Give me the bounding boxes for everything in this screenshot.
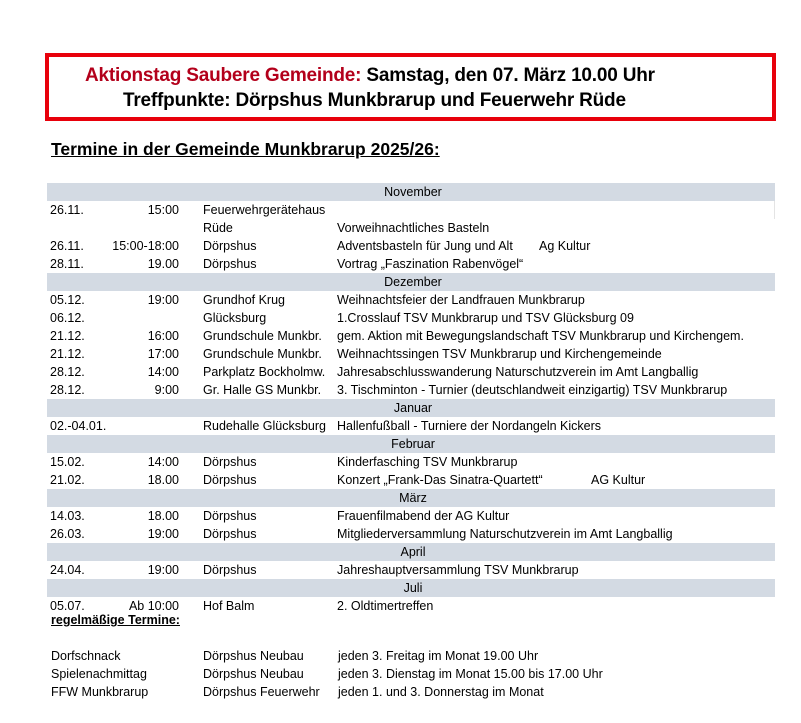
month-header: [47, 183, 775, 201]
banner-line-1: [85, 65, 655, 87]
event-time: 19:00: [147, 527, 179, 541]
table-row: [47, 471, 775, 489]
schedule-table: [47, 183, 775, 615]
table-row: [47, 453, 775, 471]
regular-event-row: [51, 683, 771, 701]
regular-event-place: Dörpshus Neubau: [203, 649, 304, 663]
event-description: gem. Aktion mit Bewegungslandschaft TSV Munkbrarup und Kirchengem.: [337, 329, 744, 343]
table-row: [47, 525, 775, 543]
event-time: 9:00: [154, 383, 179, 397]
regular-event-schedule: jeden 3. Dienstag im Monat 15.00 bis 17.00 Uhr: [338, 667, 603, 681]
event-time: 15:00: [147, 203, 179, 217]
event-time: 19:00: [147, 563, 179, 577]
event-description: Adventsbasteln für Jung und Alt: [337, 239, 513, 253]
table-row: [47, 327, 775, 345]
event-place: Rüde: [203, 221, 233, 235]
page-title: Termine in der Gemeinde Munkbrarup 2025/26:: [51, 139, 440, 159]
event-place: Dörpshus: [203, 455, 257, 469]
table-row: [47, 363, 775, 381]
event-place: Dörpshus: [203, 257, 257, 271]
event-place: Grundschule Munkbr.: [203, 347, 322, 361]
regular-event-place: Dörpshus Feuerwehr: [203, 685, 320, 699]
event-date: 21.12.: [50, 329, 85, 343]
table-row: [47, 561, 775, 579]
announcement-banner: [45, 53, 776, 121]
event-date: 15.02.: [50, 455, 85, 469]
regular-event-row: [51, 647, 771, 665]
event-place: Dörpshus: [203, 239, 257, 253]
event-date: 05.07.: [50, 599, 85, 613]
table-row: [47, 345, 775, 363]
event-place: Glücksburg: [203, 311, 267, 325]
table-row: [47, 417, 775, 435]
event-time: 18.00: [147, 473, 179, 487]
event-organizer: AG Kultur: [591, 473, 646, 487]
event-date: 02.-04.01.: [50, 419, 107, 433]
event-description: Weihnachtssingen TSV Munkbrarup und Kirchengemeinde: [337, 347, 662, 361]
month-header: [47, 489, 775, 507]
regular-event-name: Spielenachmittag: [51, 667, 147, 681]
event-description: Vortrag „Faszination Rabenvögel“: [337, 257, 524, 271]
event-description: 3. Tischminton - Turnier (deutschlandweit einzigartig) TSV Munkbrarup: [337, 383, 728, 397]
event-time: 15:00-18:00: [112, 239, 179, 253]
month-header: [47, 273, 775, 291]
month-label: November: [384, 185, 442, 199]
event-description: Konzert „Frank-Das Sinatra-Quartett“: [337, 473, 543, 487]
event-date: 21.02.: [50, 473, 85, 487]
event-description: 2. Oldtimertreffen: [337, 599, 434, 613]
month-label: April: [400, 545, 426, 559]
banner-event-title: Aktionstag Saubere Gemeinde:: [85, 65, 362, 86]
event-date: 26.11.: [50, 203, 84, 217]
month-header: [47, 399, 775, 417]
event-description: Frauenfilmabend der AG Kultur: [337, 509, 510, 523]
event-place: Dörpshus: [203, 563, 257, 577]
table-row: [47, 507, 775, 525]
regular-event-schedule: jeden 1. und 3. Donnerstag im Monat: [338, 685, 544, 699]
month-label: Januar: [393, 401, 433, 415]
event-description: Mitgliederversammlung Naturschutzverein im Amt Langballig: [337, 527, 673, 541]
event-description: Hallenfußball - Turniere der Nordangeln Kickers: [337, 419, 602, 433]
event-time: 17:00: [147, 347, 179, 361]
event-date: 26.11.: [50, 239, 84, 253]
regular-event-place: Dörpshus Neubau: [203, 667, 304, 681]
month-label: Juli: [403, 581, 423, 595]
table-row: [47, 291, 775, 309]
table-row: [47, 201, 775, 219]
event-date: 28.12.: [50, 383, 85, 397]
event-organizer: Ag Kultur: [539, 239, 591, 253]
event-place: Grundschule Munkbr.: [203, 329, 322, 343]
event-place: Dörpshus: [203, 527, 257, 541]
event-date: 05.12.: [50, 293, 85, 307]
event-time: 14:00: [147, 455, 179, 469]
regular-events-title: regelmäßige Termine:: [51, 613, 180, 627]
event-description: Kinderfasching TSV Munkbrarup: [337, 455, 518, 469]
event-date: 21.12.: [50, 347, 85, 361]
table-row: [47, 309, 775, 327]
event-description: Vorweihnachtliches Basteln: [337, 221, 490, 235]
event-time: Ab 10:00: [128, 599, 179, 613]
event-description: Weihnachtsfeier der Landfrauen Munkbrarup: [337, 293, 585, 307]
month-label: Dezember: [384, 275, 442, 289]
month-header: [47, 579, 775, 597]
event-time: 14:00: [147, 365, 179, 379]
table-row: [47, 381, 775, 399]
regular-event-name: FFW Munkbrarup: [51, 685, 149, 699]
event-description: 1.Crosslauf TSV Munkbrarup und TSV Glücksburg 09: [337, 311, 634, 325]
event-place: Dörpshus: [203, 509, 257, 523]
event-place: Hof Balm: [203, 599, 255, 613]
month-label: März: [399, 491, 427, 505]
month-header: [47, 435, 775, 453]
banner-meeting-points: Treffpunkte: Dörpshus Munkbrarup und Feuerwehr Rüde: [123, 90, 626, 111]
event-date: 28.11.: [50, 257, 84, 271]
event-date: 28.12.: [50, 365, 85, 379]
event-place: Dörpshus: [203, 473, 257, 487]
event-time: 19.00: [147, 257, 179, 271]
regular-event-schedule: jeden 3. Freitag im Monat 19.00 Uhr: [338, 649, 539, 663]
table-row: [47, 255, 775, 273]
event-date: 24.04.: [50, 563, 85, 577]
event-time: 16:00: [147, 329, 179, 343]
regular-event-name: Dorfschnack: [51, 649, 121, 663]
event-place: Rudehalle Glücksburg: [203, 419, 326, 433]
table-row: [47, 219, 775, 237]
event-description: Jahreshauptversammlung TSV Munkbrarup: [337, 563, 579, 577]
table-row: [47, 237, 775, 255]
event-time: 19:00: [147, 293, 179, 307]
event-description: Jahresabschlusswanderung Naturschutzverein im Amt Langballig: [337, 365, 699, 379]
month-label: Februar: [391, 437, 435, 451]
month-header: [47, 543, 775, 561]
event-date: 14.03.: [50, 509, 85, 523]
regular-event-row: [51, 665, 771, 683]
event-place: Grundhof Krug: [203, 293, 285, 307]
event-place: Gr. Halle GS Munkbr.: [203, 383, 322, 397]
event-place: Feuerwehrgerätehaus: [203, 203, 326, 217]
event-date: 06.12.: [50, 311, 85, 325]
event-place: Parkplatz Bockholmw.: [203, 365, 326, 379]
banner-event-date: Samstag, den 07. März 10.00 Uhr: [361, 65, 655, 86]
event-time: 18.00: [147, 509, 179, 523]
event-date: 26.03.: [50, 527, 85, 541]
